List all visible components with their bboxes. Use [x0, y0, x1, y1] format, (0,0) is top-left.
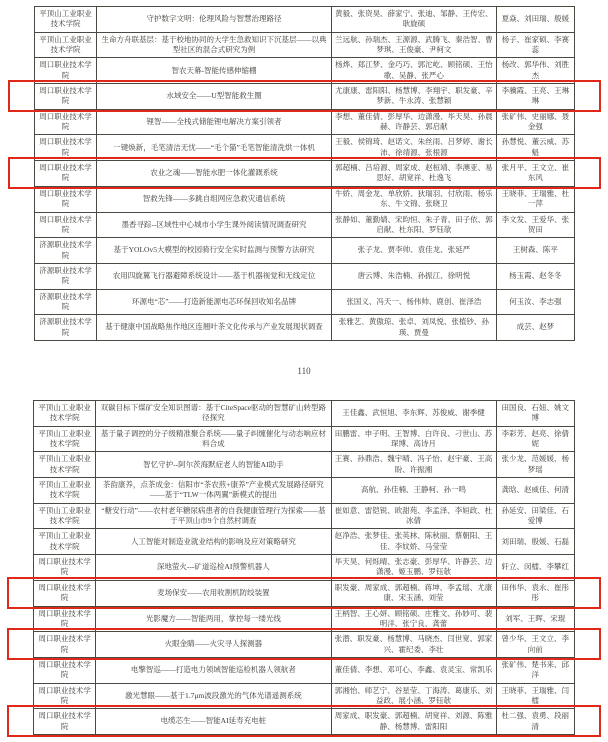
advisors-cell: 孙慧悦、董云威、苏魁 [496, 135, 574, 161]
institution-cell: 周口职业技术学院 [34, 606, 96, 632]
project-cell: 生命方舟联基层：基于校地协同的大学生急救知识下沉基层——以典型社区的混合式研究为例 [97, 32, 332, 58]
projects-table-bottom-wrap [33, 400, 575, 735]
institution-cell: 周口职业技术学院 [34, 683, 96, 709]
members-cell: 郭超楠、吕培源、周家成、赵桓靖、李澳亚、易思好、胡宽祥、杜逸飞 [331, 161, 496, 187]
advisors-cell: 曾少华、王文立、李向前 [496, 632, 574, 658]
members-cell: 张雅艺、黄傲琼、张卓、刘凤悦、张植钞、孙瑛、贾曼 [331, 315, 496, 341]
projects-table-top [34, 6, 575, 341]
advisors-cell: 成芸、赵梦 [496, 315, 574, 341]
project-cell: 深地萤火---矿道巡检AI预警机器人 [96, 555, 331, 581]
institution-cell: 平顶山工业职业技术学院 [35, 7, 97, 33]
table-row [34, 683, 575, 709]
advisors-cell: 李文发、王爱华、张贺田 [496, 212, 574, 238]
project-cell: 茶韵康养，点茶成金：信阳市“茶农煎+康养”产业模式发展路径研究——基于“TLW一体两翼”新模式的提出 [96, 478, 331, 504]
project-cell: 水域安全——U型智能救生圈 [97, 84, 332, 110]
table-row [35, 263, 575, 289]
members-cell: 高航、孙佳楠、王静柯、孙一鸣 [331, 478, 496, 504]
project-cell: 电缆芯生——智能AI延寿充电桩 [96, 709, 331, 735]
table-row [34, 452, 575, 478]
institution-cell: 周口职业技术学院 [34, 580, 96, 606]
table-row [34, 401, 575, 427]
projects-table-bottom-body [34, 401, 575, 735]
project-cell: 激光慧眼——基于1.7μm波段激光的气体光谱遥测系统 [96, 683, 331, 709]
project-cell: 火眼金睛——火灾寻人探测器 [96, 632, 331, 658]
members-cell: 李想、董佳倩、彭厚华、边潇漫、毕天昊、孙晨赫、许静芸、郭启献 [331, 109, 496, 135]
advisors-cell: 杨玉霞、赵冬冬 [496, 263, 574, 289]
advisors-cell: 王晓菲、王瑞雅、杜一萍 [496, 186, 574, 212]
institution-cell: 平顶山工业职业技术学院 [34, 401, 96, 427]
members-cell: 唐云博、朱浩楠、孙振江、徐明悦 [331, 263, 496, 289]
advisors-cell: 王树森、陈平 [496, 238, 574, 264]
advisors-cell: 田伟华、袁永、崔彤彤 [496, 580, 574, 606]
page-number: 110 [297, 366, 311, 376]
table-row [35, 315, 575, 341]
advisors-cell: 刘田瑞、殷媛、石磊 [496, 529, 574, 555]
project-cell: 农业之魂——智能水肥一体化灌溉系统 [97, 161, 332, 187]
members-cell: 黄毅、张资昊、薛家宁、张迪、邹静、王传宏、耿旋硕 [331, 7, 496, 33]
table-row [35, 109, 575, 135]
project-cell: 电擎智巡——打造电力领域智能巡检机器人领航者 [96, 657, 331, 683]
project-cell: 双碳目标下煤矿安全知识图谱：基于CiteSpace驱动的智慧矿山转型路径探究 [96, 401, 331, 427]
project-cell: 锂智——全栈式储能锂电解决方案引领者 [97, 109, 332, 135]
table-row [35, 84, 575, 110]
members-cell: 张潜、职发豪、杨慧博、马晓杰、闫世宽、郭家兴、霍纪委、李壮 [331, 632, 496, 658]
project-cell: 基于YOLOv5大模型的校园骑行安全实时监测与预警方法研究 [97, 238, 332, 264]
table-row [35, 212, 575, 238]
project-cell: 智救先锋——多跳自组网应急救灾通信系统 [97, 186, 332, 212]
members-cell: 田鹏雷、申子明、王智博、白许良、刁世山、苏琛博、高诗月 [331, 426, 496, 452]
institution-cell: 周口职业技术学院 [35, 58, 97, 84]
advisors-cell: 刘军、王晖、宋琨 [496, 606, 574, 632]
institution-cell: 周口职业技术学院 [34, 555, 96, 581]
project-cell: 麦场保安——农用收割机防绞装置 [96, 580, 331, 606]
institution-cell: 平顶山工业职业技术学院 [34, 452, 96, 478]
institution-cell: 周口职业技术学院 [35, 186, 97, 212]
institution-cell: 周口职业技术学院 [35, 84, 97, 110]
institution-cell: 平顶山工业职业技术学院 [34, 478, 96, 504]
institution-cell: 济源职业技术学院 [35, 238, 97, 264]
advisors-cell: 轩立、闵檑、李攀红 [496, 555, 574, 581]
institution-cell: 平顶山工业职业技术学院 [34, 503, 96, 529]
institution-cell: 周口职业技术学院 [34, 657, 96, 683]
project-cell: 守护数字文明：伦理风险与智慧治理路径 [97, 7, 332, 33]
advisors-cell: 张少龙、范媛媛、杨梦瑶 [496, 452, 574, 478]
advisors-cell: 田国良、石妞、姚文博 [496, 401, 574, 427]
members-cell: 王赛、孙鼎浩、魏宇晴、冯子怡、赵宇豪、王高盼、许振湘 [331, 452, 496, 478]
members-cell: 郭湘怡、师艺宁、谷星莹、丁海涛、葛康乐、刘益政、展小涵、罗钰欹 [331, 683, 496, 709]
institution-cell: 周口职业技术学院 [35, 135, 97, 161]
table-row [35, 58, 575, 84]
table-row [35, 238, 575, 264]
members-cell: 王佳鑫、武恒旭、李东辉、苏俊威、谢季健 [331, 401, 496, 427]
project-cell: 基于量子调控的分子级精准聚合系统——量子纠缠催化与动态响应材料合成 [96, 426, 331, 452]
project-cell: 环源电“芯”——打造新能源电芯环保回收知名品牌 [97, 289, 332, 315]
advisors-cell: 杨改、郭华伟、刘胜杰 [496, 58, 574, 84]
table-row [35, 186, 575, 212]
table-row [34, 503, 575, 529]
advisors-cell: 李骥霞、王亮、王琳琳 [496, 84, 574, 110]
project-cell: 基于健康中国战略焦作地区连翘叶茶文化传承与产业发展现状调查 [97, 315, 332, 341]
table-row [34, 478, 575, 504]
table-row [35, 7, 575, 33]
members-cell: 张子龙、贾李帅、袁佳龙、张延严 [331, 238, 496, 264]
members-cell: 张国义、冯天一、杨伟帅、鹿创、崔泽浩 [331, 289, 496, 315]
project-cell: 智忆守护--阿尔茨海默症老人的智能AI助手 [96, 452, 331, 478]
members-cell: 周家成、职发豪、郭超楠、胡宽祥、刘源、陈雅静、杨慧博、雷阳阳 [331, 709, 496, 735]
institution-cell: 平顶山工业职业技术学院 [34, 426, 96, 452]
project-cell: 农用四旋翼飞行器避障系统设计——基于机器视觉和无线定位 [97, 263, 332, 289]
members-cell: 毕天昊、何烁晴、张志豪、彭厚华、许静芸、边潇漫、姬玉鹏、罗钰欹 [331, 555, 496, 581]
advisors-cell: 张月平、王文立、崔东风 [496, 161, 574, 187]
table-row [34, 606, 575, 632]
members-cell: 牛娇、周金龙、单欣娇、狄瑞羽、付欣雨、杨乐东、牛文锦、张晓卫 [331, 186, 496, 212]
advisors-cell: 夏焱、刘田瑞、殷媛 [496, 7, 574, 33]
institution-cell: 周口职业技术学院 [34, 632, 96, 658]
table-row [34, 657, 575, 683]
advisors-cell: 张矿伟、史丽娜、聂金强 [496, 109, 574, 135]
members-cell: 杨烨、郑江梦、金巧巧、郭沱屹、顾铭硕、王怡歌、吴静、张严心 [331, 58, 496, 84]
advisors-cell: 杨子、崔家硕、李赛蕊 [496, 32, 574, 58]
institution-cell: 周口职业技术学院 [35, 109, 97, 135]
advisors-cell: 何玉汝、李志强 [496, 289, 574, 315]
institution-cell: 平顶山工业职业技术学院 [35, 32, 97, 58]
advisors-cell: 张矿伟、楚书来、邱洋 [496, 657, 574, 683]
members-cell: 王柄智、王心妍、顾铭硕、庄雅文、孙妙可、裴明洋、张宁良、龚蕾 [331, 606, 496, 632]
project-cell: 一键焕新，毛笔清洁无忧——“毛个猫”毛笔智能清洗烘一体机 [97, 135, 332, 161]
members-cell: 尤康康、雷阳阳、杨慧博、李翔宇、职发豪、辛梦新、牛永涛、张慧颖 [331, 84, 496, 110]
institution-cell: 周口职业技术学院 [35, 212, 97, 238]
project-cell: 智农天幕-智能传感伸缩棚 [97, 58, 332, 84]
members-cell: 职发豪、周家成、郭超楠、蒋坤、李孟瑶、尤康康、宋玉涵、刘莹 [331, 580, 496, 606]
members-cell: 崔如意、雷铠锐、欧甜苑、李孟泽、李姮政、杜冰倩 [331, 503, 496, 529]
table-row [34, 426, 575, 452]
members-cell: 张静如、董勤婧、宋昀恒、朱子青、田子依、郭启献、杜东阳、罗钰欹 [331, 212, 496, 238]
project-cell: “糖安行动”——农村老年糖尿病患者的自我健康管理行为探索——基于平顶山市9个自然村调查 [96, 503, 331, 529]
project-cell: 墨香寻踪--区域性中心城市小学生课外阅读情况调查研究 [97, 212, 332, 238]
table-row [34, 555, 575, 581]
projects-table-top-wrap [34, 6, 575, 341]
members-cell: 赵净浩、张梦佳、张英林、陈秋丽、蔡朝阳、王佳、李妏娇、马莹莹 [331, 529, 496, 555]
institution-cell: 济源职业技术学院 [35, 263, 97, 289]
institution-cell: 济源职业技术学院 [35, 315, 97, 341]
members-cell: 王毅、侯锦琦、赵诺文、朱丝雨、吕梦婷、谢长沛、徐靖源、张根源 [331, 135, 496, 161]
institution-cell: 济源职业技术学院 [35, 289, 97, 315]
members-cell: 兰远航、孙瑞杰、王源源、武腾飞、秦浩智、曹梦琪、王俊豪、尹柯文 [331, 32, 496, 58]
advisors-cell: 王晓菲、王瑞雅、闫檑 [496, 683, 574, 709]
projects-table-top-body [35, 7, 575, 341]
advisors-cell: 李彩芳、赵亮、徐倩妮 [496, 426, 574, 452]
table-row [34, 580, 575, 606]
table-row [35, 161, 575, 187]
institution-cell: 平顶山工业职业技术学院 [34, 529, 96, 555]
table-row [35, 32, 575, 58]
table-row [34, 529, 575, 555]
institution-cell: 周口职业技术学院 [34, 709, 96, 735]
projects-table-bottom [33, 400, 575, 735]
project-cell: 光影魔方——智能两用，掌控每一缕光线 [96, 606, 331, 632]
table-row [34, 709, 575, 735]
advisors-cell: 龚晗、赵威佳、何清 [496, 478, 574, 504]
advisors-cell: 孙延安、田梁佳、石爱博 [496, 503, 574, 529]
advisors-cell: 杜二强、袁勇、段丽清 [496, 709, 574, 735]
members-cell: 董佳倩、李想、邓可心、李鑫、袁灵宝、常凯乐 [331, 657, 496, 683]
table-row [35, 135, 575, 161]
table-row [34, 632, 575, 658]
institution-cell: 周口职业技术学院 [35, 161, 97, 187]
table-row [35, 289, 575, 315]
project-cell: 人工智能对制造业就业结构的影响及应对策略研究 [96, 529, 331, 555]
